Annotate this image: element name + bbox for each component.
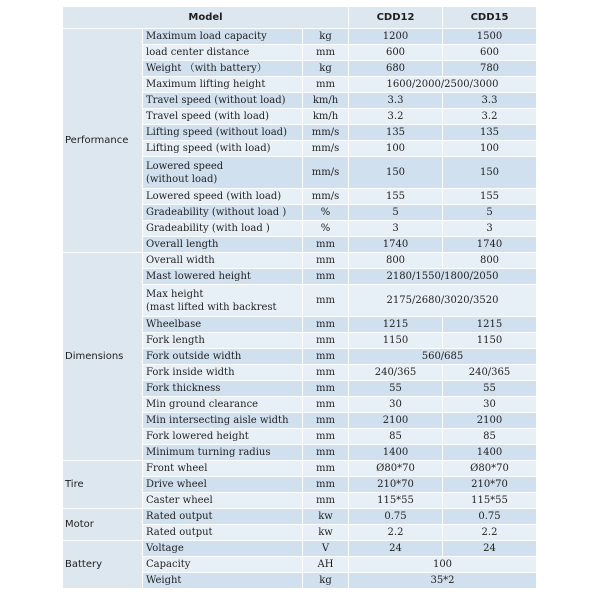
value-cell: 3 bbox=[443, 221, 537, 237]
value-cell: 150 bbox=[349, 157, 443, 189]
value-cell: 3.3 bbox=[443, 93, 537, 109]
value-cell: 55 bbox=[443, 381, 537, 397]
item-cell: Lifting speed (with load) bbox=[143, 141, 303, 157]
unit-cell: mm bbox=[303, 429, 349, 445]
group-label-dimensions: Dimensions bbox=[63, 253, 143, 461]
value-cell: 115*55 bbox=[443, 493, 537, 509]
value-cell: 0.75 bbox=[443, 509, 537, 525]
value-cell: 1200 bbox=[349, 29, 443, 45]
unit-cell: mm bbox=[303, 285, 349, 317]
value-cell: 2100 bbox=[443, 413, 537, 429]
value-cell: 800 bbox=[349, 253, 443, 269]
value-cell: 210*70 bbox=[349, 477, 443, 493]
unit-cell: km/h bbox=[303, 109, 349, 125]
item-cell: Travel speed (with load) bbox=[143, 109, 303, 125]
unit-cell: mm bbox=[303, 413, 349, 429]
item-cell: Lifting speed (without load) bbox=[143, 125, 303, 141]
unit-cell: AH bbox=[303, 557, 349, 573]
model-cdd12-header: CDD12 bbox=[349, 7, 443, 29]
item-line: Lowered speed bbox=[146, 160, 224, 172]
value-cell: 155 bbox=[443, 189, 537, 205]
unit-cell: mm bbox=[303, 493, 349, 509]
value-cell: 5 bbox=[443, 205, 537, 221]
item-cell: Voltage bbox=[143, 541, 303, 557]
table-row bbox=[63, 509, 537, 525]
value-cell: Ø80*70 bbox=[349, 461, 443, 477]
unit-cell: mm/s bbox=[303, 125, 349, 141]
value-cell: 1150 bbox=[349, 333, 443, 349]
item-cell: Fork outside width bbox=[143, 349, 303, 365]
unit-cell: mm bbox=[303, 397, 349, 413]
item-cell: load center distance bbox=[143, 45, 303, 61]
model-header: Model bbox=[63, 7, 349, 29]
item-cell: Weight bbox=[143, 573, 303, 589]
value-cell: 600 bbox=[443, 45, 537, 61]
value-cell: 1215 bbox=[443, 317, 537, 333]
value-cell: 24 bbox=[443, 541, 537, 557]
item-cell: Rated output bbox=[143, 509, 303, 525]
value-cell: 240/365 bbox=[349, 365, 443, 381]
unit-cell: % bbox=[303, 205, 349, 221]
unit-cell: % bbox=[303, 221, 349, 237]
item-cell: Rated output bbox=[143, 525, 303, 541]
item-cell: Travel speed (without load) bbox=[143, 93, 303, 109]
item-cell: Caster wheel bbox=[143, 493, 303, 509]
item-cell: Fork lowered height bbox=[143, 429, 303, 445]
value-cell: 3.3 bbox=[349, 93, 443, 109]
value-cell: 30 bbox=[443, 397, 537, 413]
value-cell: 210*70 bbox=[443, 477, 537, 493]
unit-cell: mm bbox=[303, 317, 349, 333]
item-cell: Minimum turning radius bbox=[143, 445, 303, 461]
unit-cell: mm bbox=[303, 269, 349, 285]
unit-cell: kg bbox=[303, 61, 349, 77]
value-cell: 115*55 bbox=[349, 493, 443, 509]
value-cell: 800 bbox=[443, 253, 537, 269]
value-cell: 24 bbox=[349, 541, 443, 557]
value-cell: 85 bbox=[443, 429, 537, 445]
group-label-performance: Performance bbox=[63, 29, 143, 253]
group-label-tire: Tire bbox=[63, 461, 143, 509]
value-cell: 1215 bbox=[349, 317, 443, 333]
value-cell: 135 bbox=[349, 125, 443, 141]
item-cell: Fork inside width bbox=[143, 365, 303, 381]
item-line: (mast lifted with backrest bbox=[146, 301, 277, 313]
item-cell: Min intersecting aisle width bbox=[143, 413, 303, 429]
value-cell: 55 bbox=[349, 381, 443, 397]
value-cell: 3.2 bbox=[349, 109, 443, 125]
item-cell: Capacity bbox=[143, 557, 303, 573]
item-cell: Maximum lifting height bbox=[143, 77, 303, 93]
value-cell: 2.2 bbox=[349, 525, 443, 541]
value-cell: 1400 bbox=[349, 445, 443, 461]
value-cell: 1500 bbox=[443, 29, 537, 45]
item-cell: Fork length bbox=[143, 333, 303, 349]
value-cell: 2100 bbox=[349, 413, 443, 429]
item-cell: Front wheel bbox=[143, 461, 303, 477]
group-label-battery: Battery bbox=[63, 541, 143, 589]
value-cell: 85 bbox=[349, 429, 443, 445]
item-cell: Overall width bbox=[143, 253, 303, 269]
unit-cell: mm bbox=[303, 461, 349, 477]
table-row bbox=[63, 461, 537, 477]
item-cell: Min ground clearance bbox=[143, 397, 303, 413]
value-cell: 1740 bbox=[443, 237, 537, 253]
unit-cell: mm bbox=[303, 45, 349, 61]
unit-cell: kg bbox=[303, 573, 349, 589]
table-row bbox=[63, 29, 537, 45]
merged-value-cell: 2175/2680/3020/3520 bbox=[349, 285, 537, 317]
value-cell: 100 bbox=[349, 141, 443, 157]
model-cdd15-header: CDD15 bbox=[443, 7, 537, 29]
unit-cell: mm bbox=[303, 349, 349, 365]
value-cell: 1400 bbox=[443, 445, 537, 461]
unit-cell: kw bbox=[303, 525, 349, 541]
item-cell bbox=[143, 285, 303, 317]
value-cell: 155 bbox=[349, 189, 443, 205]
value-cell: 2.2 bbox=[443, 525, 537, 541]
value-cell: 680 bbox=[349, 61, 443, 77]
value-cell: 600 bbox=[349, 45, 443, 61]
value-cell: 780 bbox=[443, 61, 537, 77]
unit-cell: kw bbox=[303, 509, 349, 525]
specification-table bbox=[62, 6, 537, 589]
item-cell bbox=[143, 157, 303, 189]
unit-cell: mm bbox=[303, 365, 349, 381]
merged-value-cell: 560/685 bbox=[349, 349, 537, 365]
unit-cell: mm bbox=[303, 445, 349, 461]
value-cell: 30 bbox=[349, 397, 443, 413]
unit-cell: km/h bbox=[303, 93, 349, 109]
unit-cell: mm/s bbox=[303, 189, 349, 205]
table-row bbox=[63, 541, 537, 557]
item-cell: Wheelbase bbox=[143, 317, 303, 333]
value-cell: 1740 bbox=[349, 237, 443, 253]
unit-cell: kg bbox=[303, 29, 349, 45]
unit-cell: mm bbox=[303, 237, 349, 253]
item-cell: Overall length bbox=[143, 237, 303, 253]
item-cell: Lowered speed (with load) bbox=[143, 189, 303, 205]
item-cell: Mast lowered height bbox=[143, 269, 303, 285]
value-cell: 3.2 bbox=[443, 109, 537, 125]
header-row bbox=[63, 7, 537, 29]
value-cell: 135 bbox=[443, 125, 537, 141]
unit-cell: mm/s bbox=[303, 141, 349, 157]
item-cell: Gradeability (with load ) bbox=[143, 221, 303, 237]
item-line: Max height bbox=[146, 288, 204, 300]
value-cell: Ø80*70 bbox=[443, 461, 537, 477]
value-cell: 1150 bbox=[443, 333, 537, 349]
item-line: (without load) bbox=[146, 173, 218, 185]
merged-value-cell: 35*2 bbox=[349, 573, 537, 589]
item-cell: Gradeability (without load ) bbox=[143, 205, 303, 221]
item-cell: Fork thickness bbox=[143, 381, 303, 397]
value-cell: 100 bbox=[443, 141, 537, 157]
unit-cell: mm bbox=[303, 253, 349, 269]
item-cell: Drive wheel bbox=[143, 477, 303, 493]
item-cell: Weight （with battery） bbox=[143, 61, 303, 77]
value-cell: 0.75 bbox=[349, 509, 443, 525]
value-cell: 5 bbox=[349, 205, 443, 221]
value-cell: 150 bbox=[443, 157, 537, 189]
table-row bbox=[63, 253, 537, 269]
unit-cell: mm bbox=[303, 477, 349, 493]
value-cell: 240/365 bbox=[443, 365, 537, 381]
unit-cell: V bbox=[303, 541, 349, 557]
unit-cell: mm bbox=[303, 77, 349, 93]
merged-value-cell: 100 bbox=[349, 557, 537, 573]
group-label-motor: Motor bbox=[63, 509, 143, 541]
unit-cell: mm bbox=[303, 381, 349, 397]
merged-value-cell: 1600/2000/2500/3000 bbox=[349, 77, 537, 93]
unit-cell: mm bbox=[303, 333, 349, 349]
merged-value-cell: 2180/1550/1800/2050 bbox=[349, 269, 537, 285]
unit-cell: mm/s bbox=[303, 157, 349, 189]
item-cell: Maximum load capacity bbox=[143, 29, 303, 45]
value-cell: 3 bbox=[349, 221, 443, 237]
